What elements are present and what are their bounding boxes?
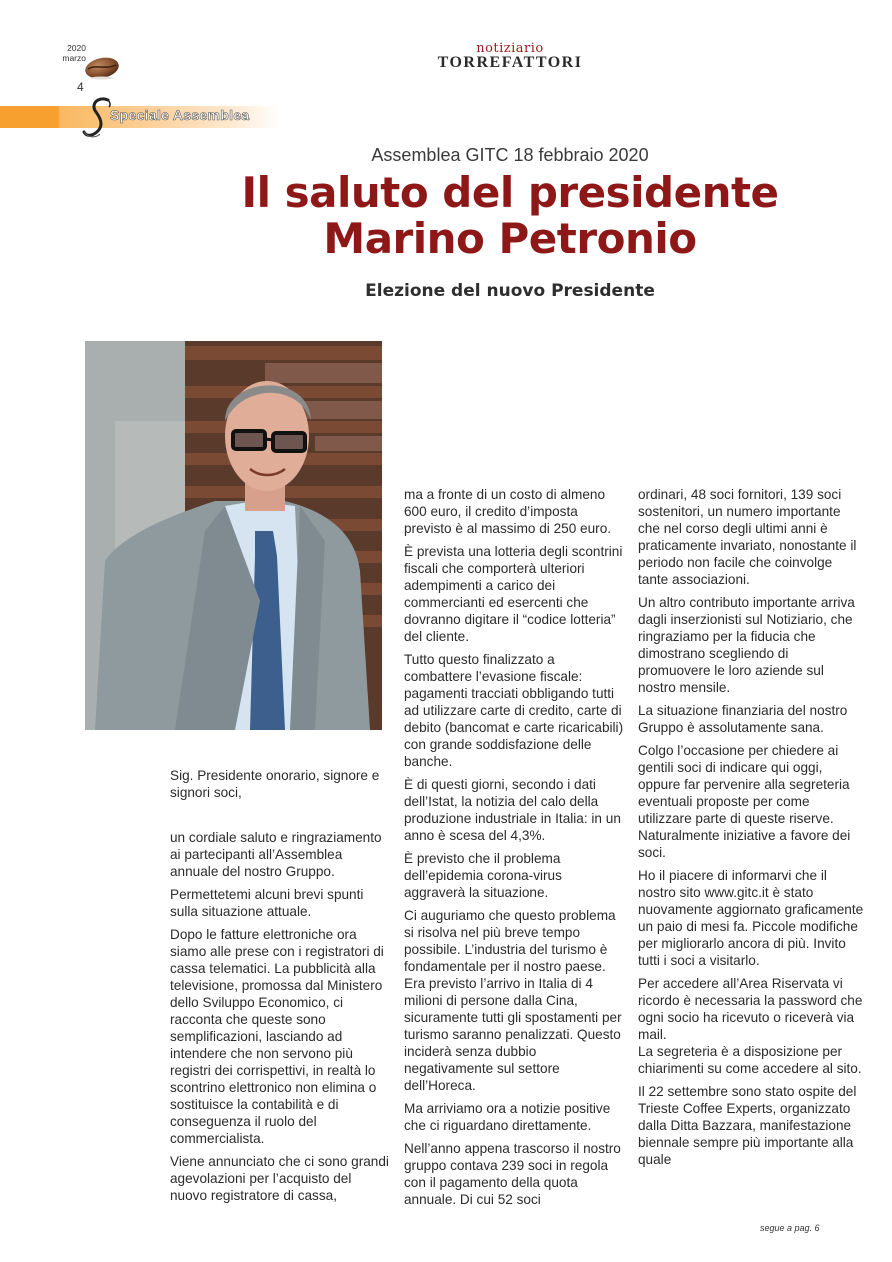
paragraph: Il 22 settembre sono stato ospite del Trieste Coffee Experts, organizzato dalla Ditta Bazzara, manifestazione biennale sempre più importante alla quale [638,1084,857,1167]
paragraph: È prevista una lotteria degli scontrini fiscali che comporterà ulteriori adempimenti a carico dei commercianti ed esercenti che dovranno digitare il “codice lotteria” del cliente. [404,544,623,644]
paragraph: Tutto questo finalizzato a combattere l’evasione fiscale: pagamenti tracciati obbligando tutti ad utilizzare carte di credito, carte di debito (bancomat e carte ricaricabili) con grande soddisfazione delle banche. [404,652,624,769]
continued-note[interactable]: segue a pag. 6 [760,1223,820,1233]
article-column-2 [404,486,626,1214]
issue-year: 2020 [67,43,86,53]
article-subtitle: Elezione del nuovo Presidente [365,281,655,301]
article-kicker: Assemblea GITC 18 febbraio 2020 [371,145,649,165]
masthead-small: notiziario [476,41,544,56]
paragraph: La segreteria è a disposizione per chiarimenti su come accedere al sito. [638,1044,862,1076]
masthead-big: TORREFATTORI [437,54,583,71]
portrait-photo [85,341,382,730]
paragraph: Colgo l’occasione per chiedere ai gentili soci di indicare qui oggi, oppure far pervenire alla segreteria eventuali proposte per come utilizzare parte di queste riserve. Naturalmente iniziative a favore dei soci. [638,743,851,860]
paragraph: La situazione finanziaria del nostro Gruppo è assolutamente sana. [638,703,848,735]
paragraph: È previsto che il problema dell’epidemia corona-virus aggraverà la situazione. [404,851,562,900]
article-title-line1: Il saluto del presidente [241,168,779,217]
paragraph: un cordiale saluto e ringraziamento ai partecipanti all’Assemblea annuale del nostro Gruppo. [170,830,382,879]
paragraph: Un altro contributo importante arriva dagli inserzionisti sul Notiziario, che ringraziamo per la fiducia che dimostrano scegliendo di promuovere le loro aziende sul nostro mensile. [638,595,855,695]
paragraph: Nell’anno appena trascorso il nostro gruppo contava 239 soci in regola con il pagamento della quota annuale. Di cui 52 soci [404,1141,621,1207]
page-number: 4 [77,80,84,94]
article-column-1 [170,767,392,1210]
section-label: Speciale Assemblea [110,107,250,123]
paragraph: Per accedere all’Area Riservata vi ricordo è necessaria la password che ogni socio ha ricevuto o riceverà via mail. [638,976,863,1042]
paragraph: Ma arriviamo ora a notizie positive che ci riguardano direttamente. [404,1101,611,1133]
paragraph: ma a fronte di un costo di almeno 600 euro, il credito d’imposta previsto è al massimo di 250 euro. [404,487,612,536]
paragraph: È di questi giorni, secondo i dati dell’Istat, la notizia del calo della produzione industriale in Italia: in un anno è scesa del 4,3%. [404,777,621,843]
paragraph: ordinari, 48 soci fornitori, 139 soci sostenitori, un numero importante che nel corso degli ultimi anni è praticamente invariato, nonostante il periodo non facile che coinvolge tante associazioni. [638,487,857,587]
paragraph: Dopo le fatture elettroniche ora siamo alle prese con i registratori di cassa telematici. La pubblicità alla televisione, promossa dal Ministero dello Sviluppo Economico, ci racconta che queste sono semplificazioni, lasciando ad intendere che non servono più registri dei corrispettivi, in realtà lo scontrino elettronico non elimina o sostituisce la contabilità e di conseguenza il ruolo del commercialista. [170,927,384,1146]
article-title-line2: Marino Petronio [323,214,697,263]
paragraph: Ho il piacere di informarvi che il nostro sito www.gitc.it è stato nuovamente aggiornato graficamente un paio di mesi fa. Piccole modifiche per migliorarlo ancora di più. Invito tutti i soci a visitarlo. [638,868,864,968]
issue-month: marzo [62,53,86,63]
paragraph-gap [170,801,392,829]
paragraph: Permettetemi alcuni brevi spunti sulla situazione attuale. [170,887,364,919]
paragraph: Ci auguriamo che questo problema si risolva nel più breve tempo possibile. L’industria del turismo è fondamentale per il nostro paese. Era previsto l’arrivo in Italia di 4 milioni di persone dalla Cina, sicuramente tutti gli spostamenti per turismo saranno penalizzati. Questo inciderà senza dubbio negativamente sul settore dell’Horeca. [404,908,622,1093]
paragraph: Sig. Presidente onorario, signore e signori soci, [170,768,380,800]
paragraph: Viene annunciato che ci sono grandi agevolazioni per l’acquisto del nuovo registratore di cassa, [170,1154,389,1203]
article-column-3 [638,486,864,1174]
coffee-bean-icon [84,56,120,80]
masthead-logo [420,42,600,71]
article-title [170,170,850,262]
